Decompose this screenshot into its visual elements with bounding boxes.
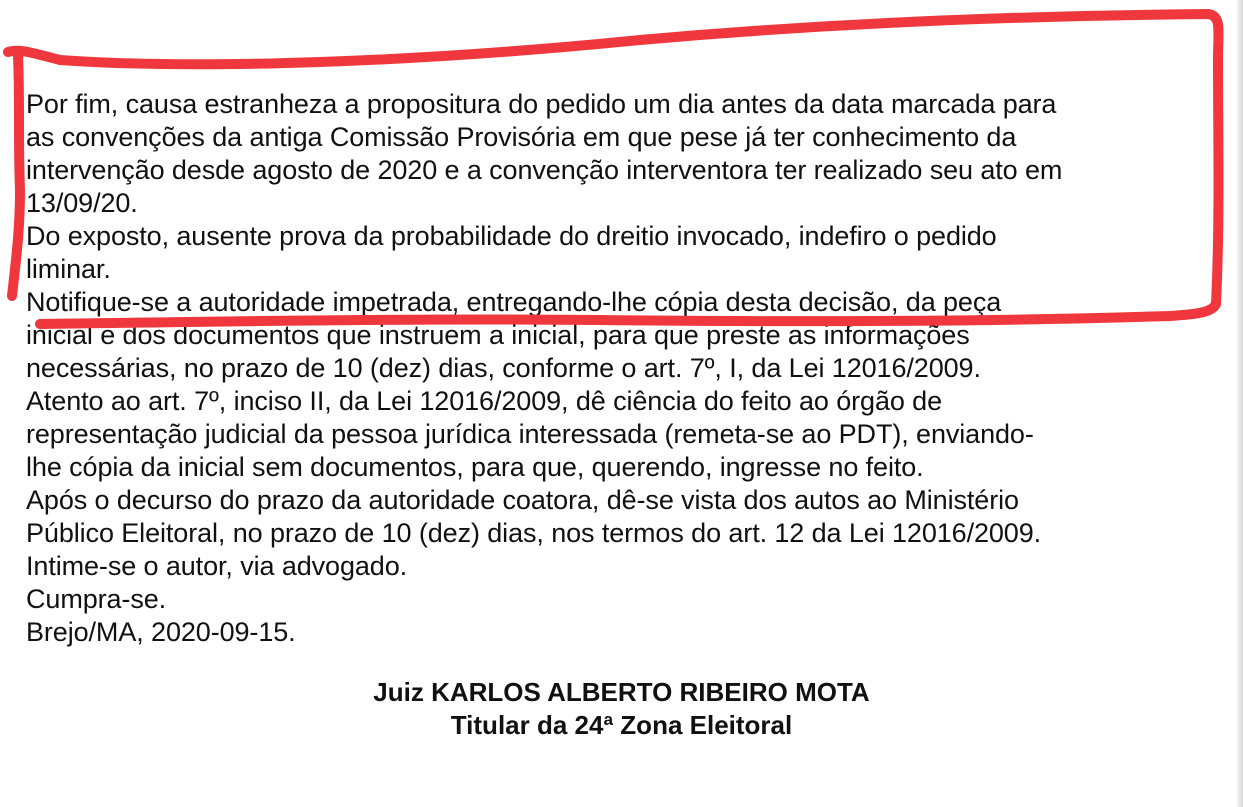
signature-title: Titular da 24ª Zona Eleitoral — [450, 710, 793, 740]
text-line: 13/09/20. — [26, 188, 138, 218]
text-line: Intime-se o autor, via advogado. — [26, 551, 408, 581]
text-line: Por fim, causa estranheza a propositura do pedido um dia antes da data marcada para — [26, 89, 1057, 119]
text-line: necessárias, no prazo de 10 (dez) dias, conforme o art. 7º, I, da Lei 12016/2009. — [26, 353, 981, 383]
text-line: Notifique-se a autoridade impetrada, entregando-lhe cópia desta decisão, da peça — [26, 287, 1002, 317]
text-line: Do exposto, ausente prova da probabilidade do dreitio invocado, indefiro o pedido — [26, 221, 997, 251]
text-line: lhe cópia da inicial sem documentos, para que, querendo, ingresse no feito. — [26, 452, 924, 482]
text-line: Atento ao art. 7º, inciso II, da Lei 12016/2009, dê ciência do feito ao órgão de — [26, 386, 943, 416]
signature-name: Juiz KARLOS ALBERTO RIBEIRO MOTA — [373, 677, 870, 707]
text-line: as convenções da antiga Comissão Provisória em que pese já ter conhecimento da — [26, 122, 1017, 152]
text-line: representação judicial da pessoa jurídica interessada (remeta-se ao PDT), enviando- — [26, 419, 1034, 449]
text-line: Após o decurso do prazo da autoridade coatora, dê-se vista dos autos ao Ministério — [26, 485, 1019, 515]
text-line: liminar. — [26, 254, 111, 284]
page-edge — [1237, 0, 1243, 807]
text-line: intervenção desde agosto de 2020 e a convenção interventora ter realizado seu ato em — [26, 155, 1063, 185]
text-line: inicial e dos documentos que instruem a inicial, para que preste as informações — [26, 320, 970, 350]
document-body — [26, 88, 1216, 649]
text-line: Público Eleitoral, no prazo de 10 (dez) dias, nos termos do art. 12 da Lei 12016/2009. — [26, 518, 1042, 548]
text-line: Brejo/MA, 2020-09-15. — [26, 617, 296, 647]
signature-block — [0, 676, 1243, 742]
text-line: Cumpra-se. — [26, 584, 167, 614]
